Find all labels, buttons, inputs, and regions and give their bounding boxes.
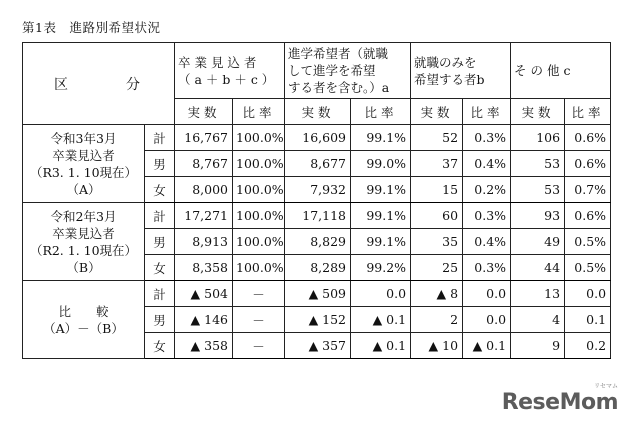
count-subheader: 実数 — [285, 99, 351, 125]
count-cell: ▲ 504 — [175, 281, 233, 307]
sex-cell: 男 — [145, 307, 175, 333]
rate-cell: ▲ 0.1 — [351, 307, 411, 333]
rate-cell: 99.1% — [351, 177, 411, 203]
rate-cell: 99.1% — [351, 125, 411, 151]
rate-cell: 100.0% — [233, 203, 285, 229]
table-row — [23, 281, 611, 307]
resemom-logo — [501, 383, 618, 415]
count-cell: 15 — [411, 177, 463, 203]
rate-cell: 0.0 — [565, 281, 611, 307]
column-group-header-line: 希望する者b — [414, 71, 485, 87]
rate-cell: 0.4% — [463, 229, 511, 255]
rate-cell: 0.4% — [463, 151, 511, 177]
count-cell: 4 — [511, 307, 565, 333]
count-cell: ▲ 8 — [411, 281, 463, 307]
rate-cell: 100.0% — [233, 125, 285, 151]
count-cell: 53 — [511, 151, 565, 177]
count-cell: 37 — [411, 151, 463, 177]
rate-cell: 0.3% — [463, 203, 511, 229]
rate-cell: 0.0 — [463, 307, 511, 333]
count-cell: 17,118 — [285, 203, 351, 229]
group-label-line: 卒業見込者 — [52, 147, 115, 163]
rate-cell: 0.1 — [565, 307, 611, 333]
group-label-line: （R3. 1. 10現在） — [29, 164, 138, 180]
count-cell: ▲ 509 — [285, 281, 351, 307]
column-group-header-line: して進学を希望 — [288, 63, 376, 78]
count-cell: 7,932 — [285, 177, 351, 203]
rate-cell: 0.6% — [565, 151, 611, 177]
rate-cell: 0.5% — [565, 255, 611, 281]
rate-cell: 0.3% — [463, 255, 511, 281]
rate-subheader: 比率 — [463, 99, 511, 125]
rate-cell: 0.0 — [463, 281, 511, 307]
rate-cell: 100.0% — [233, 151, 285, 177]
rate-cell: 0.6% — [565, 125, 611, 151]
column-group-header-line: 進学希望者（就職 — [288, 46, 389, 61]
count-cell: 8,289 — [285, 255, 351, 281]
sex-cell: 計 — [145, 281, 175, 307]
column-group-header-line: （ a ＋ b ＋ c ） — [178, 71, 275, 87]
sex-cell: 計 — [145, 125, 175, 151]
category-header: 区 分 — [23, 43, 175, 125]
rate-cell: － — [233, 281, 285, 307]
table-caption: 第1表 進路別希望状況 — [22, 20, 161, 35]
rate-cell: 0.3% — [463, 125, 511, 151]
count-cell: 8,677 — [285, 151, 351, 177]
count-cell: 8,767 — [175, 151, 233, 177]
count-cell: 8,829 — [285, 229, 351, 255]
group-label-line: （R2. 1. 10現在） — [29, 242, 138, 258]
rate-cell: ▲ 0.1 — [463, 333, 511, 359]
column-group-header — [411, 43, 511, 99]
group-label — [23, 203, 145, 281]
sex-cell: 女 — [145, 333, 175, 359]
group-label-line: 比 較 — [58, 303, 109, 319]
sex-cell: 男 — [145, 229, 175, 255]
sex-cell: 男 — [145, 151, 175, 177]
rate-cell: 100.0% — [233, 229, 285, 255]
count-cell: 53 — [511, 177, 565, 203]
count-cell: ▲ 10 — [411, 333, 463, 359]
count-cell: 9 — [511, 333, 565, 359]
rate-subheader: 比率 — [233, 99, 285, 125]
column-group-header — [285, 43, 411, 99]
count-cell: 52 — [411, 125, 463, 151]
count-cell: 16,767 — [175, 125, 233, 151]
count-subheader: 実数 — [411, 99, 463, 125]
count-cell: 16,609 — [285, 125, 351, 151]
count-cell: 8,000 — [175, 177, 233, 203]
rate-cell: 99.1% — [351, 229, 411, 255]
rate-cell: ▲ 0.1 — [351, 333, 411, 359]
column-group-header-line: そ の 他 c — [514, 63, 571, 78]
column-group-header — [511, 43, 611, 99]
rate-cell: 0.6% — [565, 203, 611, 229]
rate-cell: 0.7% — [565, 177, 611, 203]
rate-subheader: 比率 — [351, 99, 411, 125]
column-group-header-line: 卒 業 見 込 者 — [178, 54, 257, 70]
rate-cell: 0.5% — [565, 229, 611, 255]
sex-cell: 女 — [145, 255, 175, 281]
sex-cell: 女 — [145, 177, 175, 203]
column-group-header — [175, 43, 285, 99]
count-cell: 49 — [511, 229, 565, 255]
group-label-line: 令和3年3月 — [50, 130, 117, 146]
count-cell: ▲ 146 — [175, 307, 233, 333]
group-label-line: 卒業見込者 — [52, 225, 115, 241]
rate-cell: 100.0% — [233, 177, 285, 203]
count-subheader: 実数 — [511, 99, 565, 125]
rate-subheader: 比率 — [565, 99, 611, 125]
group-label-line: （A）－（B） — [43, 320, 124, 336]
group-label-line: 令和2年3月 — [50, 208, 117, 224]
count-cell: 44 — [511, 255, 565, 281]
rate-cell: 99.2% — [351, 255, 411, 281]
logo-text: ReseMom — [501, 390, 618, 415]
group-label-line: （B） — [66, 259, 101, 275]
count-subheader: 実数 — [175, 99, 233, 125]
count-cell: 13 — [511, 281, 565, 307]
count-cell: 60 — [411, 203, 463, 229]
column-group-header-line: 就職のみを — [414, 54, 477, 70]
count-cell: 93 — [511, 203, 565, 229]
table-row — [23, 203, 611, 229]
count-cell: ▲ 357 — [285, 333, 351, 359]
rate-cell: 100.0% — [233, 255, 285, 281]
sex-cell: 計 — [145, 203, 175, 229]
count-cell: ▲ 152 — [285, 307, 351, 333]
rate-cell: 99.0% — [351, 151, 411, 177]
group-label — [23, 281, 145, 359]
count-cell: 35 — [411, 229, 463, 255]
career-choice-table — [22, 42, 611, 359]
count-cell: 2 — [411, 307, 463, 333]
count-cell: 17,271 — [175, 203, 233, 229]
logo-kana: リセマム — [594, 383, 618, 390]
group-label — [23, 125, 145, 203]
count-cell: 25 — [411, 255, 463, 281]
count-cell: ▲ 358 — [175, 333, 233, 359]
rate-cell: 99.1% — [351, 203, 411, 229]
count-cell: 8,358 — [175, 255, 233, 281]
count-cell: 8,913 — [175, 229, 233, 255]
rate-cell: － — [233, 307, 285, 333]
rate-cell: 0.0 — [351, 281, 411, 307]
table-row — [23, 125, 611, 151]
column-group-header-line: する者を含む。）a — [288, 80, 390, 95]
rate-cell: － — [233, 333, 285, 359]
group-label-line: （A） — [66, 181, 101, 197]
rate-cell: 0.2 — [565, 333, 611, 359]
rate-cell: 0.2% — [463, 177, 511, 203]
count-cell: 106 — [511, 125, 565, 151]
